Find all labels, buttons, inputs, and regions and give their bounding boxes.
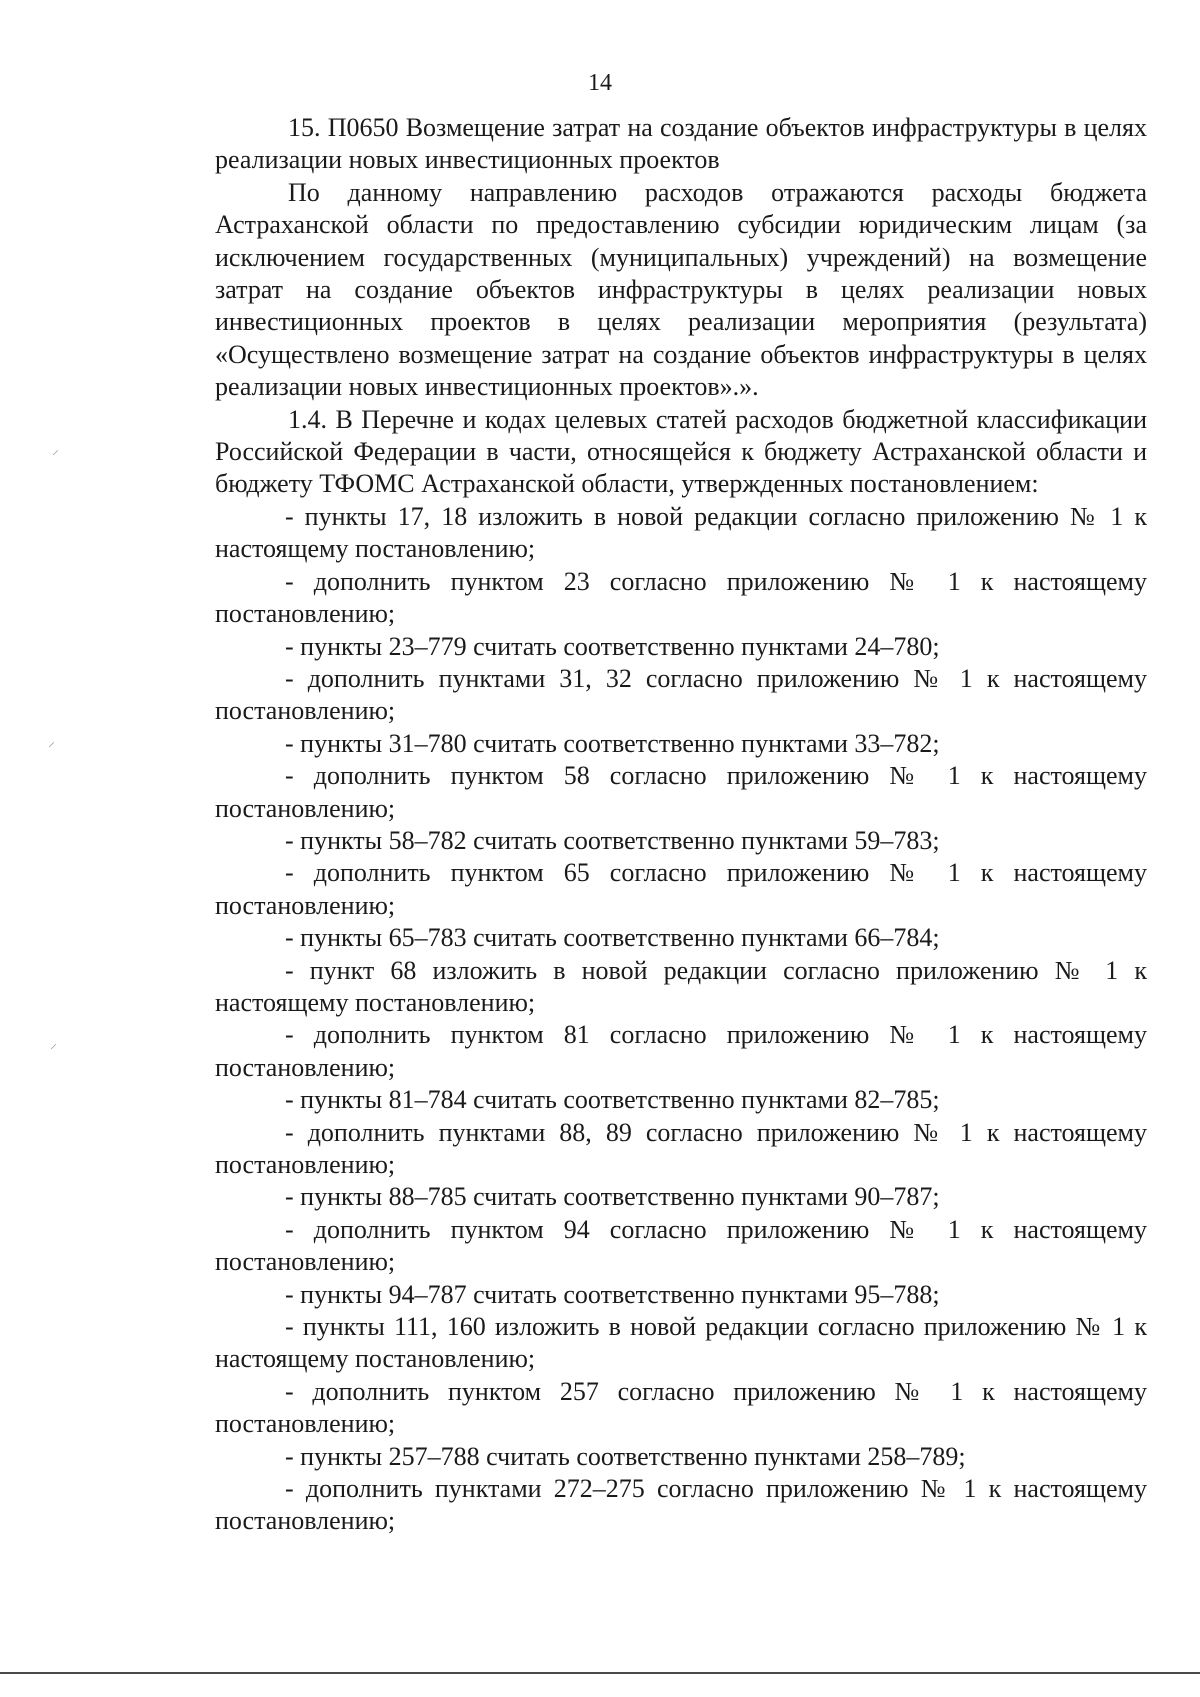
list-item: - дополнить пунктами 88, 89 согласно приложению № 1 к настоящему постановлению; <box>215 1117 1147 1179</box>
list-item: - пункты 257–788 считать соответственно пунктами 258–789; <box>285 1441 966 1471</box>
page-number: 14 <box>588 70 612 96</box>
scan-speck: ⸍ <box>48 741 55 756</box>
bottom-border-line <box>0 1672 1200 1674</box>
list-item: - дополнить пунктом 58 согласно приложению № 1 к настоящему постановлению; <box>215 761 1147 823</box>
list-item: - пункты 23–779 считать соответственно пунктами 24–780; <box>285 631 940 661</box>
paragraph-section-15-title: 15. П0650 Возмещение затрат на создание объектов инфраструктуры в целях реализации новых инвестиционных проектов <box>215 113 1147 175</box>
list-item: - дополнить пунктами 31, 32 согласно приложению № 1 к настоящему постановлению; <box>215 663 1147 726</box>
list-item: - дополнить пунктом 81 согласно приложению № 1 к настоящему постановлению; <box>215 1020 1147 1082</box>
list-item: - пункты 81–784 считать соответственно пунктами 82–785; <box>285 1085 940 1115</box>
list-item: - дополнить пунктом 94 согласно приложению № 1 к настоящему постановлению; <box>215 1214 1147 1277</box>
list-item: - дополнить пунктом 23 согласно приложению № 1 к настоящему постановлению; <box>215 566 1147 629</box>
list-item: - дополнить пунктами 272–275 согласно приложению № 1 к настоящему постановлению; <box>215 1474 1147 1536</box>
paragraph-clause-1-4: 1.4. В Перечне и кодах целевых статей расходов бюджетной классификации Российской Федерации в части, относящейся к бюджету Астраханской области и бюджету ТФОМС Астраханской области, утвержденных постановлением: <box>215 404 1147 499</box>
list-item: - пункты 88–785 считать соответственно пунктами 90–787; <box>285 1182 940 1212</box>
list-item: - пункты 65–783 считать соответственно пунктами 66–784; <box>285 923 940 953</box>
paragraph-section-15-description: По данному направлению расходов отражаются расходы бюджета Астраханской области по предоставлению субсидии юридическим лицам (за исключением государственных (муниципальных) учреждений) на возмещение затрат на создание объектов инфраструктуры в целях реализации новых инвестиционных проектов в целях реализации мероприятия (результата) «Осуществлено возмещение затрат на создание объектов инфраструктуры в целях реализации новых инвестиционных проектов».». <box>215 177 1147 402</box>
list-item: - пункт 68 изложить в новой редакции согласно приложению № 1 к настоящему постановлению; <box>215 955 1147 1017</box>
list-item: - пункты 58–782 считать соответственно пунктами 59–783; <box>285 825 940 855</box>
scan-speck: ⸍ <box>50 1043 57 1058</box>
document-body <box>215 112 1147 1538</box>
list-item: - пункты 94–787 считать соответственно пунктами 95–788; <box>285 1279 940 1309</box>
scan-speck: ⸍ <box>52 449 59 464</box>
list-item: - дополнить пунктом 65 согласно приложению № 1 к настоящему постановлению; <box>215 858 1147 920</box>
list-item: - дополнить пунктом 257 согласно приложению № 1 к настоящему постановлению; <box>215 1376 1147 1439</box>
list-item: - пункты 31–780 считать соответственно пунктами 33–782; <box>285 728 940 758</box>
list-item: - пункты 111, 160 изложить в новой редакции согласно приложению № 1 к настоящему постановлению; <box>215 1312 1147 1374</box>
list-item: - пункты 17, 18 изложить в новой редакции согласно приложению № 1 к настоящему постановлению; <box>215 501 1147 564</box>
